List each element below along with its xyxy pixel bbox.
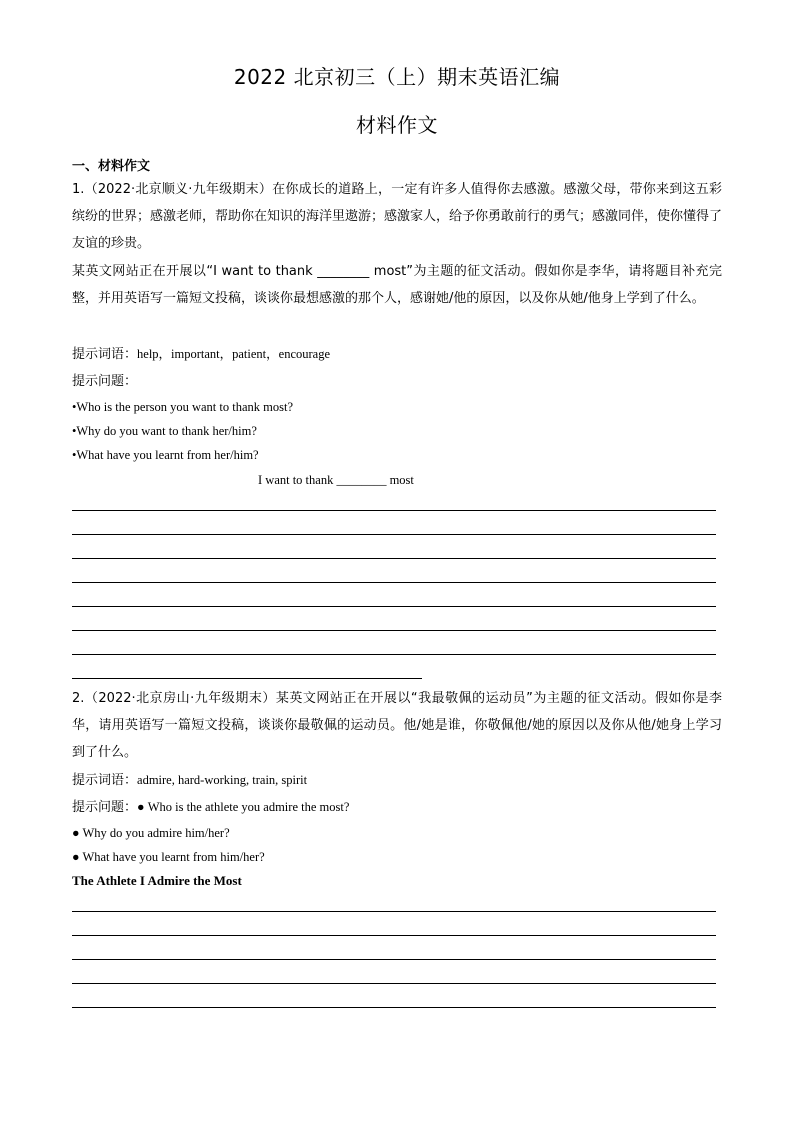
q1-paragraph-2: 某英文网站正在开展以“I want to thank ________ most”为主题的征文活动。假如你是李华，请将题目补充完整，并用英语写一篇短文投稿，谈谈你最想感激的那个人，感谢她/他的原因，以及你从她/他身上学到了什么。 — [72, 264, 722, 306]
q2-writing-line — [72, 935, 716, 936]
q1-writing-line — [72, 678, 422, 679]
q1-writing-line — [72, 630, 716, 631]
q2-hint-words-label: 提示词语： — [72, 773, 138, 788]
q1-question-3: •What have you learnt from her/him? — [72, 448, 259, 462]
q1-question-1: •Who is the person you want to thank most? — [72, 400, 294, 414]
q1-question-2: •Why do you want to thank her/him? — [72, 424, 257, 438]
document-title: 2022 北京初三（上）期末英语汇编 — [233, 65, 561, 89]
q1-writing-line — [72, 654, 716, 655]
q2-question-1: ● Who is the athlete you admire the most? — [137, 800, 350, 814]
q1-writing-line — [72, 558, 716, 559]
q1-paragraph-1: 1.（2022·北京顺义·九年级期末）在你成长的道路上，一定有许多人值得你去感激。感激父母，带你来到这五彩缤纷的世界；感激老师，帮助你在知识的海洋里遨游；感激家人，给予你勇敢前行的勇气；感激同伴，使你懂得了友谊的珍贵。 — [72, 182, 723, 251]
q2-hint-words — [72, 771, 307, 790]
section-heading: 一、材料作文 — [72, 159, 151, 174]
q1-writing-line — [72, 582, 716, 583]
q1-hint-words — [72, 345, 330, 364]
q1-writing-line — [72, 534, 716, 535]
q2-writing-line — [72, 959, 716, 960]
q2-hint-questions — [72, 798, 349, 817]
q1-hint-words-label: 提示词语： — [72, 347, 138, 362]
q2-writing-line — [72, 983, 716, 984]
q2-question-2: ● Why do you admire him/her? — [72, 826, 230, 840]
q2-question-3: ● What have you learnt from him/her? — [72, 850, 265, 864]
q1-writing-line — [72, 606, 716, 607]
q2-writing-line — [72, 911, 716, 912]
q2-essay-title: The Athlete I Admire the Most — [72, 873, 242, 888]
q2-writing-line — [72, 1007, 716, 1008]
q1-hint-questions-label: 提示问题： — [72, 374, 138, 389]
q1-hint-words-value: help，important，patient，encourage — [137, 347, 331, 361]
q1-essay-title: I want to thank ________ most — [258, 473, 414, 487]
q2-paragraph: 2.（2022·北京房山·九年级期末）某英文网站正在开展以“我最敬佩的运动员”为主题的征文活动。假如你是李华，请用英语写一篇短文投稿，谈谈你最敬佩的运动员。他/她是谁，你敬佩他/她的原因以及你从他/她身上学习到了什么。 — [72, 691, 722, 760]
q2-hint-words-value: admire, hard-working, train, spirit — [137, 773, 308, 787]
q1-writing-line — [72, 510, 716, 511]
document-subtitle: 材料作文 — [356, 113, 438, 137]
q2-hint-questions-label: 提示问题： — [72, 800, 138, 815]
